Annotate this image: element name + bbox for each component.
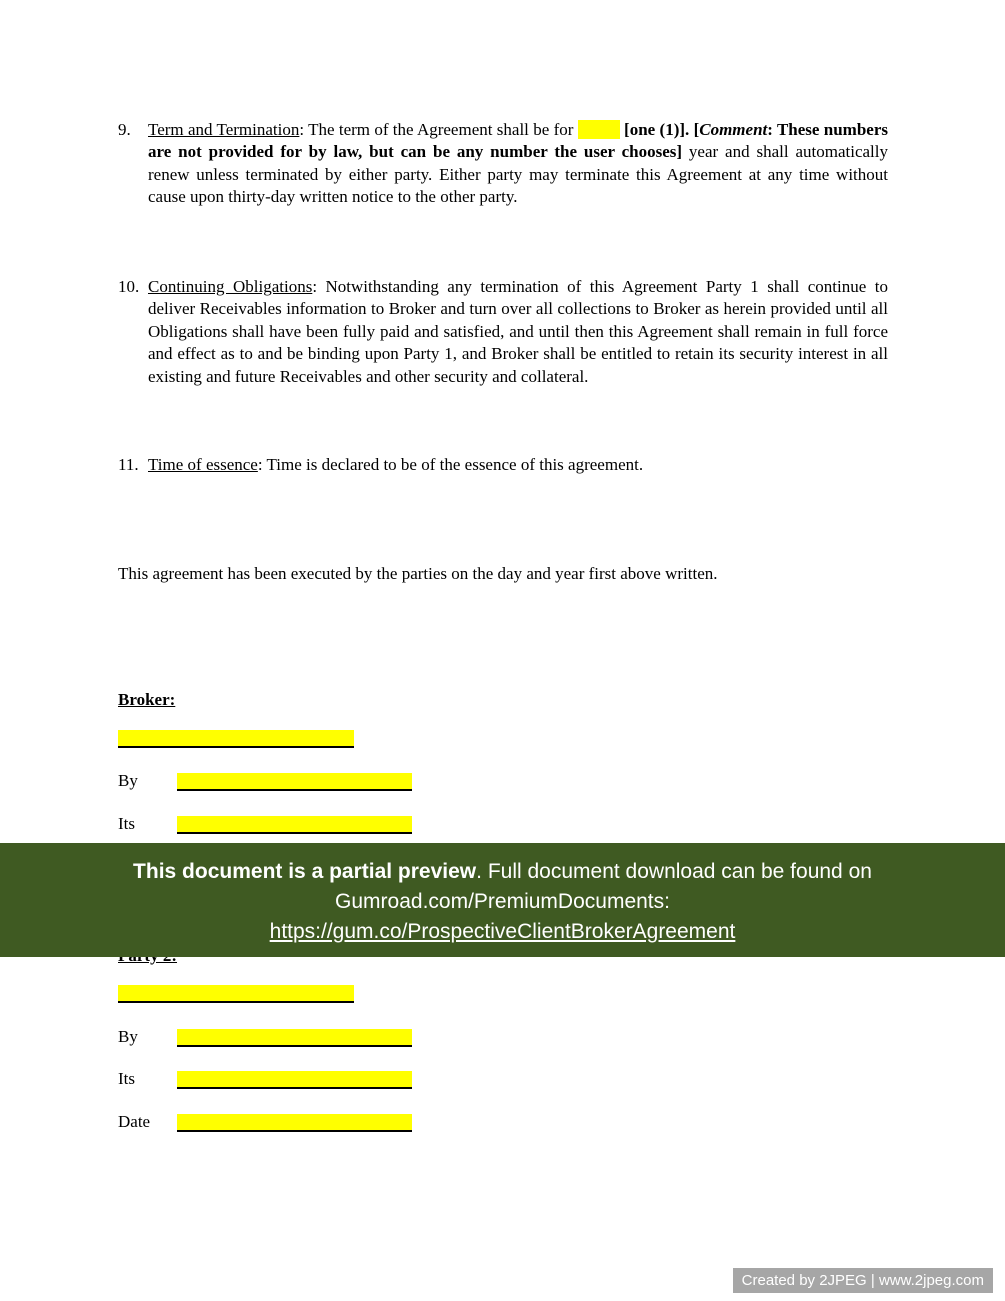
execution-statement: This agreement has been executed by the parties on the day and year first above written. <box>118 564 718 583</box>
item-heading: Time of essence <box>148 455 258 474</box>
signature-row-party2-date <box>118 1112 412 1132</box>
signature-blank <box>177 773 412 791</box>
item-number: 10. <box>118 277 140 296</box>
signature-row-party2-its <box>118 1069 412 1089</box>
party2-name-blank <box>118 985 354 1003</box>
preview-banner <box>0 843 1005 957</box>
banner-line-3 <box>0 917 1005 947</box>
signature-row-party2-by <box>118 1027 412 1047</box>
broker-label-text: Broker: <box>118 690 176 709</box>
signature-blank <box>177 1029 412 1047</box>
item-text <box>148 276 888 388</box>
item-text <box>148 119 888 209</box>
broker-name-blank <box>118 730 354 748</box>
list-item-term-and-termination <box>118 119 888 209</box>
item-body: year and shall automatically renew unless terminated by either party. Either party may terminate this Agreement at any time without cause upon thirty-day written notice to the other party. <box>148 142 888 207</box>
signature-label: Its <box>118 814 135 833</box>
footer-credit-badge: Created by 2JPEG | www.2jpeg.com <box>733 1268 993 1293</box>
banner-bold-text: This document is a partial preview <box>133 860 477 883</box>
signature-row-broker-by <box>118 771 412 791</box>
item-body: : Time is declared to be of the essence of this agreement. <box>257 455 644 474</box>
highlighted-blank <box>578 120 620 139</box>
signature-label: Date <box>118 1112 151 1131</box>
list-item-time-of-essence <box>118 454 888 476</box>
item-number: 9. <box>118 120 131 139</box>
signature-label: By <box>118 1027 138 1046</box>
broker-label <box>118 690 175 710</box>
signature-label: Its <box>118 1069 135 1088</box>
signature-row-broker-its <box>118 814 412 834</box>
comment-label: Comment <box>699 120 768 139</box>
item-number: 11. <box>118 455 139 474</box>
signature-blank <box>177 1071 412 1089</box>
item-heading: Continuing Obligations <box>148 277 313 296</box>
banner-regular-text: . Full document download can be found on <box>476 860 872 883</box>
banner-line-1 <box>0 857 1005 887</box>
gumroad-link[interactable]: https://gum.co/ProspectiveClientBrokerAgreement <box>269 920 736 943</box>
item-lead: : The term of the Agreement shall be for <box>299 120 578 139</box>
signature-blank <box>177 816 412 834</box>
signature-blank <box>177 1114 412 1132</box>
signature-label: By <box>118 771 138 790</box>
item-body: : Notwithstanding any termination of this Agreement Party 1 shall continue to deliver Receivables information to Broker and turn over all collections to Broker as herein provided until all Obligations shall have been fully paid and satisfied, and until then this Agreement shall remain in full force and effect as to and be binding upon Party 1, and Broker shall be entitled to retain its security interest in all existing and future Receivables and other security and collateral. <box>148 277 888 386</box>
bold-bracket-rest: : These numbers are not provided for by law, but can be any number the user chooses] <box>148 120 888 162</box>
bold-bracket-open: [one (1)]. [ <box>619 120 700 139</box>
item-heading: Term and Termination <box>148 120 300 139</box>
list-item-continuing-obligations <box>118 276 888 388</box>
banner-line-2: Gumroad.com/PremiumDocuments: <box>335 890 670 913</box>
item-text <box>148 454 888 476</box>
